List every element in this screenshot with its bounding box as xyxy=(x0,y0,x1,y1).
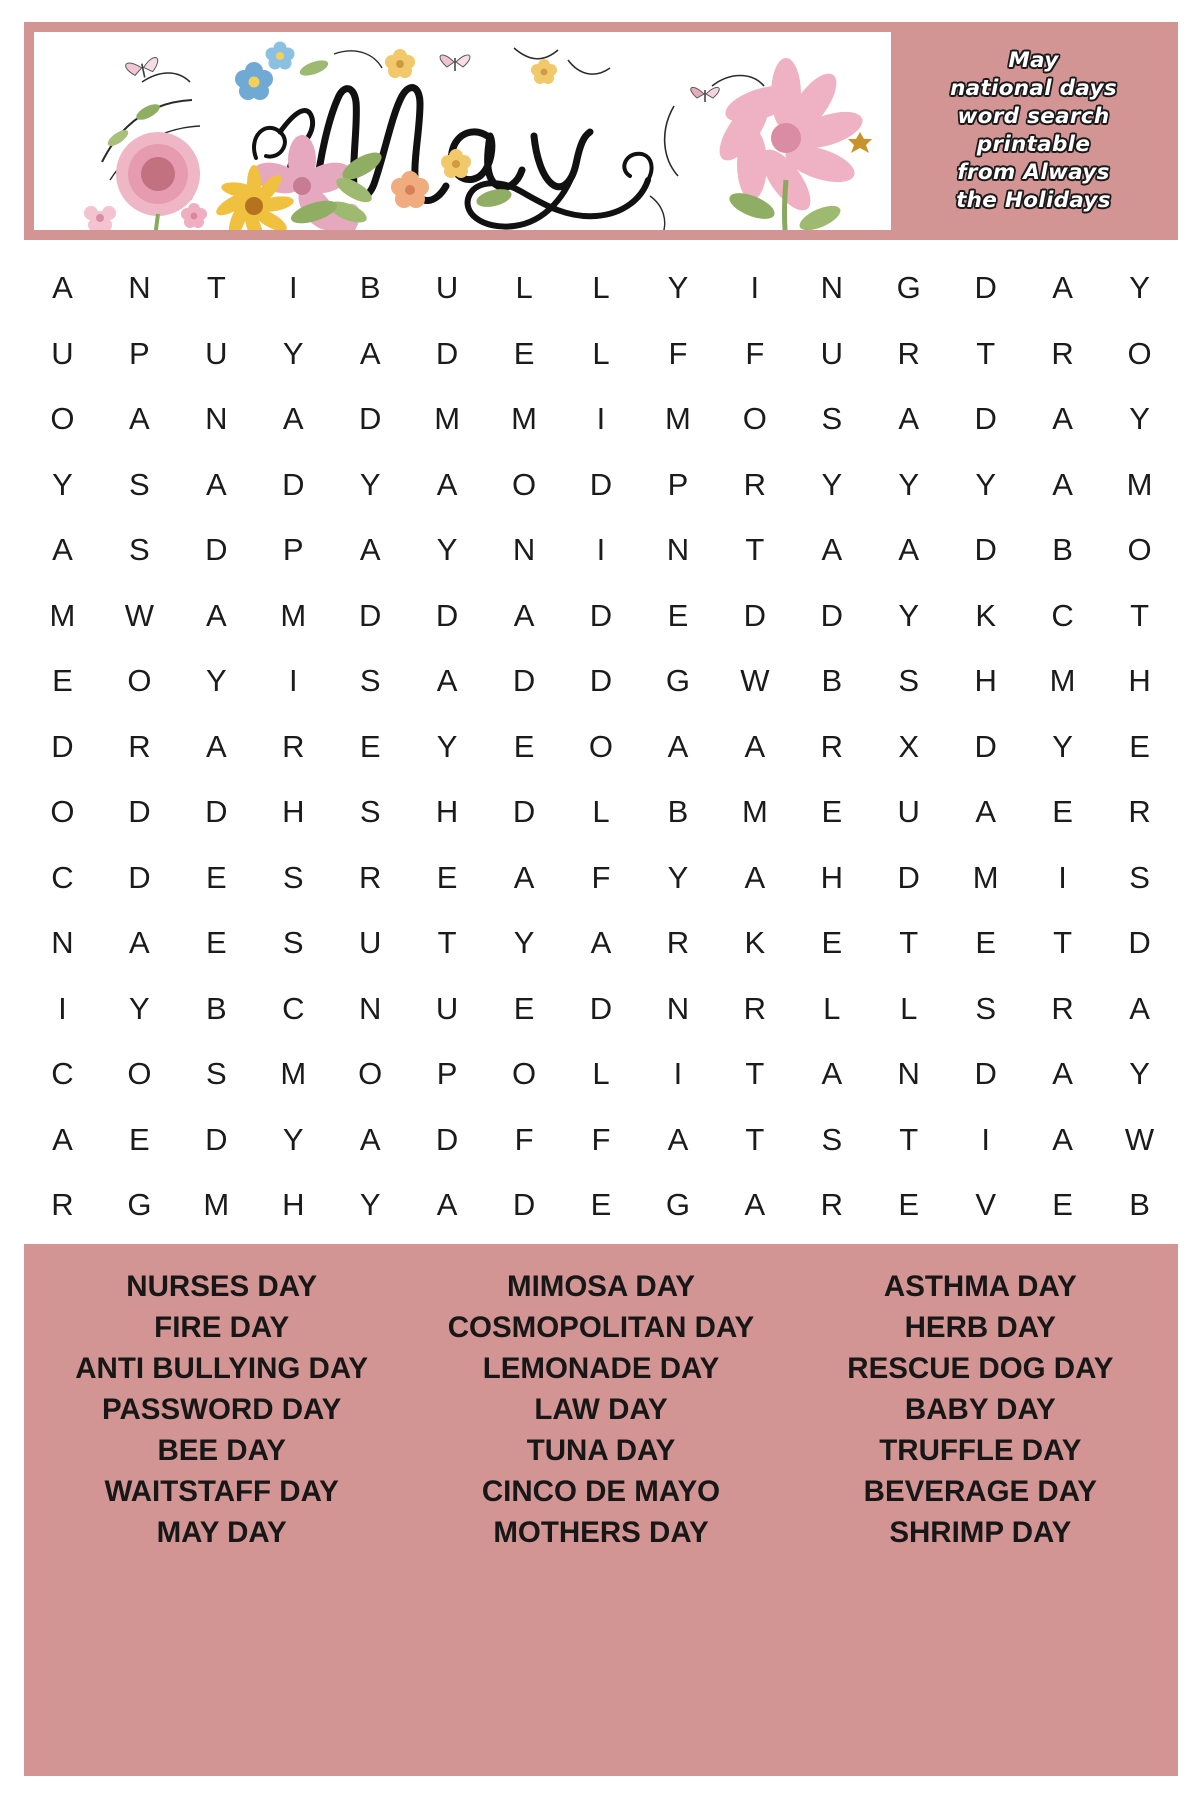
grid-cell[interactable]: L xyxy=(592,1056,610,1092)
grid-cell[interactable]: A xyxy=(1052,401,1073,437)
grid-cell[interactable]: K xyxy=(975,597,996,633)
grid-cell[interactable]: I xyxy=(981,1121,990,1157)
grid-cell[interactable]: A xyxy=(359,1121,381,1157)
grid-cell[interactable]: T xyxy=(745,1121,765,1157)
grid-cell[interactable]: R xyxy=(51,1187,74,1223)
grid-cell[interactable]: O xyxy=(512,466,537,502)
grid-cell[interactable]: F xyxy=(591,859,611,895)
grid-cell[interactable]: Y xyxy=(436,728,458,764)
grid-cell[interactable]: D xyxy=(205,1121,228,1157)
grid-cell[interactable]: Y xyxy=(1129,401,1150,437)
grid-cell[interactable]: E xyxy=(129,1121,150,1157)
word-list-column-1 xyxy=(32,1266,411,1766)
grid-cell[interactable]: E xyxy=(821,794,843,830)
grid-cell[interactable]: C xyxy=(51,1056,74,1092)
grid-cell[interactable]: A xyxy=(129,401,150,437)
grid-cell[interactable]: D xyxy=(589,990,613,1026)
grid-cell[interactable]: D xyxy=(974,270,997,306)
grid-cell[interactable]: T xyxy=(976,335,996,371)
grid-cell[interactable]: M xyxy=(203,1187,230,1223)
grid-cell[interactable]: X xyxy=(898,728,920,764)
grid-cell[interactable]: D xyxy=(128,859,151,895)
grid-cell[interactable]: C xyxy=(51,859,74,895)
grid-cell[interactable]: B xyxy=(667,794,689,830)
grid-cell[interactable]: L xyxy=(823,990,841,1026)
note-line: the Holidays xyxy=(956,187,1111,213)
word-item: NURSES DAY xyxy=(126,1270,318,1303)
grid-cell[interactable]: W xyxy=(1124,1121,1155,1157)
grid-cell[interactable]: H xyxy=(435,794,459,830)
grid-cell[interactable]: D xyxy=(589,663,613,699)
grid-cell[interactable]: R xyxy=(282,728,305,764)
grid-cell[interactable]: E xyxy=(590,1187,612,1223)
grid-cell[interactable]: F xyxy=(745,335,765,371)
grid-cell[interactable]: R xyxy=(1051,990,1074,1026)
grid-cell[interactable]: U xyxy=(897,794,920,830)
grid-cell[interactable]: D xyxy=(589,597,613,633)
floral-decoration-bottom xyxy=(154,160,414,230)
grid-cell[interactable]: A xyxy=(359,335,381,371)
grid-cell[interactable]: D xyxy=(1128,925,1151,961)
grid-cell[interactable]: E xyxy=(513,990,535,1026)
grid-cell[interactable]: N xyxy=(128,270,151,306)
note-line: from Always xyxy=(957,159,1110,185)
grid-cell[interactable]: R xyxy=(128,728,151,764)
grid-cell[interactable]: Y xyxy=(1052,728,1073,764)
grid-cell[interactable]: O xyxy=(127,1056,152,1092)
grid-cell[interactable]: D xyxy=(589,466,613,502)
word-item: MAY DAY xyxy=(156,1516,287,1549)
grid-cell[interactable]: R xyxy=(358,859,382,895)
grid-cell[interactable]: O xyxy=(512,1056,537,1092)
grid-cell[interactable]: G xyxy=(127,1187,152,1223)
grid-cell[interactable]: H xyxy=(820,859,843,895)
grid-cell[interactable]: F xyxy=(668,335,688,371)
grid-cell[interactable]: S xyxy=(821,401,843,437)
grid-cell[interactable]: W xyxy=(124,597,155,633)
grid-cell[interactable]: D xyxy=(512,794,536,830)
grid-cell[interactable]: T xyxy=(206,270,226,306)
grid-cell[interactable]: A xyxy=(744,859,766,895)
grid-cell[interactable]: A xyxy=(1129,990,1150,1026)
grid-cell[interactable]: B xyxy=(1129,1187,1150,1223)
word-item: BEVERAGE DAY xyxy=(863,1475,1097,1508)
grid-cell[interactable]: D xyxy=(435,597,459,633)
grid-cell[interactable]: U xyxy=(205,335,228,371)
grid-cell[interactable]: S xyxy=(359,794,381,830)
grid-cell[interactable]: D xyxy=(512,1187,536,1223)
word-list-column-3 xyxy=(791,1266,1170,1766)
grid-cell[interactable]: L xyxy=(515,270,533,306)
grid-cell[interactable]: D xyxy=(358,401,382,437)
word-item: PASSWORD DAY xyxy=(102,1393,342,1426)
grid-cell[interactable]: M xyxy=(1126,466,1153,502)
grid-cell[interactable]: L xyxy=(592,270,610,306)
grid-cell[interactable]: U xyxy=(435,990,459,1026)
grid-cell[interactable]: A xyxy=(744,1187,766,1223)
grid-cell[interactable]: P xyxy=(436,1056,458,1092)
grid-cell[interactable]: S xyxy=(898,663,920,699)
grid-cell[interactable]: E xyxy=(667,597,689,633)
word-list-column-2 xyxy=(411,1266,790,1766)
grid-cell[interactable]: Y xyxy=(1129,1056,1150,1092)
grid-cell[interactable]: L xyxy=(592,335,610,371)
grid-cell[interactable]: H xyxy=(1128,663,1151,699)
grid-cell[interactable]: U xyxy=(820,335,843,371)
grid-cell[interactable]: O xyxy=(742,401,767,437)
grid-cell[interactable]: D xyxy=(282,466,305,502)
grid-cell[interactable]: O xyxy=(50,794,75,830)
grid-cell[interactable]: A xyxy=(975,794,996,830)
grid-cell[interactable]: S xyxy=(282,859,304,895)
grid-cell[interactable]: T xyxy=(899,1121,919,1157)
grid-cell[interactable]: O xyxy=(1127,335,1152,371)
grid-cell[interactable]: O xyxy=(50,401,75,437)
grid-cell[interactable]: N xyxy=(358,990,382,1026)
grid-cell[interactable]: R xyxy=(743,990,767,1026)
grid-cell[interactable]: D xyxy=(974,1056,997,1092)
grid-cell[interactable]: C xyxy=(282,990,305,1026)
grid-cell[interactable]: M xyxy=(511,401,537,437)
grid-cell[interactable]: S xyxy=(129,466,150,502)
grid-cell[interactable]: S xyxy=(129,532,150,568)
grid-cell[interactable]: I xyxy=(288,270,298,306)
grid-cell[interactable]: D xyxy=(820,597,843,633)
grid-cell[interactable]: D xyxy=(435,335,459,371)
grid-cell[interactable]: Y xyxy=(282,335,304,371)
grid-cell[interactable]: Y xyxy=(282,1121,304,1157)
grid-cell[interactable]: A xyxy=(898,401,920,437)
grid-cell[interactable]: D xyxy=(512,663,536,699)
note-line: printable xyxy=(976,132,1091,157)
grid-cell[interactable]: D xyxy=(128,794,151,830)
grid-cell[interactable]: S xyxy=(975,990,996,1026)
grid-cell[interactable]: E xyxy=(975,925,996,961)
grid-cell[interactable]: S xyxy=(359,663,381,699)
header-note xyxy=(891,22,1178,240)
grid-cell[interactable]: T xyxy=(1053,925,1073,961)
floral-decoration-right xyxy=(634,46,884,230)
grid-cell[interactable]: T xyxy=(745,1056,765,1092)
grid-cell[interactable]: N xyxy=(897,1056,920,1092)
grid-cell[interactable]: U xyxy=(358,925,382,961)
grid-cell[interactable]: Y xyxy=(1129,270,1150,306)
word-item: TUNA DAY xyxy=(526,1434,676,1467)
grid-cell[interactable]: Y xyxy=(129,990,150,1026)
grid-cell[interactable]: Y xyxy=(436,532,458,568)
grid-cell[interactable]: D xyxy=(358,597,382,633)
grid-cell[interactable]: E xyxy=(821,925,843,961)
grid-cell[interactable]: A xyxy=(821,1056,843,1092)
grid-cell[interactable]: M xyxy=(49,597,76,633)
grid-cell[interactable]: W xyxy=(740,663,770,699)
grid-cell[interactable]: M xyxy=(434,401,461,437)
grid-cell[interactable]: M xyxy=(972,859,999,895)
grid-cell[interactable]: A xyxy=(1052,1121,1073,1157)
grid-cell[interactable]: S xyxy=(205,1056,227,1092)
grid-cell[interactable]: Y xyxy=(359,466,381,502)
grid-cell[interactable]: I xyxy=(596,401,606,437)
grid-cell[interactable]: M xyxy=(741,794,768,830)
grid-cell[interactable]: R xyxy=(897,335,920,371)
grid-cell[interactable]: S xyxy=(1129,859,1150,895)
grid-cell[interactable]: T xyxy=(745,532,765,568)
grid-cell[interactable]: Y xyxy=(667,859,689,895)
grid-cell[interactable]: N xyxy=(666,990,690,1026)
grid-cell[interactable]: A xyxy=(205,466,227,502)
grid-cell[interactable]: Y xyxy=(667,270,689,306)
grid-cell[interactable]: D xyxy=(743,597,767,633)
grid-cell[interactable]: P xyxy=(667,466,689,502)
grid-cell[interactable]: A xyxy=(667,1121,689,1157)
header-band xyxy=(24,22,1178,240)
word-item: BABY DAY xyxy=(904,1393,1056,1426)
grid-cell[interactable]: I xyxy=(58,990,67,1026)
grid-cell[interactable]: D xyxy=(205,532,228,568)
grid-cell[interactable]: B xyxy=(821,663,843,699)
grid-cell[interactable]: A xyxy=(52,270,73,306)
grid-cell[interactable]: H xyxy=(282,794,305,830)
grid-cell[interactable]: C xyxy=(1051,597,1074,633)
grid-cell[interactable]: R xyxy=(820,1187,843,1223)
grid-cell[interactable]: A xyxy=(436,466,458,502)
grid-cell[interactable]: A xyxy=(359,532,381,568)
grid-cell[interactable]: A xyxy=(52,1121,73,1157)
grid-cell[interactable]: E xyxy=(205,925,227,961)
grid-cell[interactable]: D xyxy=(205,794,228,830)
grid-cell[interactable]: A xyxy=(436,1187,458,1223)
grid-cell[interactable]: I xyxy=(288,663,298,699)
word-item: WAITSTAFF DAY xyxy=(104,1475,339,1508)
grid-cell[interactable]: A xyxy=(1052,1056,1073,1092)
grid-cell[interactable]: O xyxy=(358,1056,383,1092)
grid-cell[interactable]: A xyxy=(821,532,843,568)
grid-cell[interactable]: E xyxy=(513,728,535,764)
grid-cell[interactable]: D xyxy=(974,728,997,764)
word-item: SHRIMP DAY xyxy=(889,1516,1072,1549)
grid-cell[interactable]: G xyxy=(665,1187,690,1223)
note-line: word search xyxy=(957,104,1110,130)
grid-cell[interactable]: D xyxy=(435,1121,459,1157)
grid-cell[interactable]: K xyxy=(744,925,766,961)
word-item: MIMOSA DAY xyxy=(507,1270,695,1303)
header-artwork xyxy=(34,32,891,230)
grid-cell[interactable]: E xyxy=(436,859,458,895)
grid-cell[interactable]: A xyxy=(667,728,689,764)
grid-cell[interactable]: B xyxy=(359,270,381,306)
grid-cell[interactable]: A xyxy=(129,925,150,961)
grid-cell[interactable]: T xyxy=(899,925,919,961)
word-item: FIRE DAY xyxy=(154,1311,290,1344)
word-item: RESCUE DOG DAY xyxy=(847,1352,1114,1385)
grid-cell[interactable]: T xyxy=(1130,597,1149,633)
word-item: BEE DAY xyxy=(157,1434,286,1467)
word-item: TRUFFLE DAY xyxy=(879,1434,1082,1467)
grid-cell[interactable]: R xyxy=(743,466,767,502)
grid-cell[interactable]: I xyxy=(750,270,760,306)
word-item: COSMOPOLITAN DAY xyxy=(447,1311,755,1344)
word-list xyxy=(24,1244,1178,1776)
grid-cell[interactable]: I xyxy=(673,1056,683,1092)
grid-cell[interactable]: E xyxy=(52,663,73,699)
grid-cell[interactable]: E xyxy=(1052,1187,1073,1223)
word-item: CINCO DE MAYO xyxy=(481,1475,721,1508)
word-item: HERB DAY xyxy=(904,1311,1056,1344)
word-item: MOTHERS DAY xyxy=(493,1516,709,1549)
grid-cell[interactable]: Y xyxy=(359,1187,381,1223)
word-item: ASTHMA DAY xyxy=(883,1270,1077,1303)
grid-cell[interactable]: F xyxy=(591,1121,611,1157)
grid-cell[interactable]: M xyxy=(280,597,307,633)
grid-cell[interactable]: A xyxy=(898,532,920,568)
letter-grid[interactable] xyxy=(24,255,1178,1238)
grid-cell[interactable]: R xyxy=(666,925,690,961)
grid-cell[interactable]: A xyxy=(282,401,304,437)
grid-cell[interactable]: Y xyxy=(205,663,227,699)
grid-cell[interactable]: D xyxy=(974,532,997,568)
grid-cell[interactable]: U xyxy=(435,270,459,306)
grid-cell[interactable]: H xyxy=(974,663,997,699)
grid-cell[interactable]: P xyxy=(129,335,150,371)
grid-cell[interactable]: A xyxy=(744,728,766,764)
grid-cell[interactable]: E xyxy=(1052,794,1073,830)
grid-cell[interactable]: Y xyxy=(975,466,996,502)
grid-cell[interactable]: O xyxy=(588,728,614,764)
grid-cell[interactable]: I xyxy=(596,532,606,568)
grid-cell[interactable]: E xyxy=(513,335,535,371)
grid-cell[interactable]: P xyxy=(282,532,304,568)
grid-cell[interactable]: N xyxy=(51,925,74,961)
grid-cell[interactable]: A xyxy=(513,597,535,633)
grid-cell[interactable]: Y xyxy=(898,597,920,633)
note-line: May xyxy=(1008,48,1059,74)
grid-cell[interactable]: M xyxy=(665,401,691,437)
grid-cell[interactable]: A xyxy=(205,597,227,633)
grid-cell[interactable]: S xyxy=(282,925,304,961)
word-item: LEMONADE DAY xyxy=(482,1352,720,1385)
grid-cell[interactable]: O xyxy=(1127,532,1152,568)
grid-cell[interactable]: N xyxy=(512,532,536,568)
grid-cell[interactable]: N xyxy=(666,532,690,568)
grid-cell[interactable]: A xyxy=(1052,466,1073,502)
grid-cell[interactable]: V xyxy=(975,1187,996,1223)
word-item: ANTI BULLYING DAY xyxy=(75,1352,369,1385)
grid-cell[interactable]: Y xyxy=(52,466,73,502)
grid-cell[interactable]: B xyxy=(205,990,227,1026)
grid-cell[interactable]: U xyxy=(51,335,74,371)
grid-cell[interactable]: F xyxy=(514,1121,534,1157)
grid-cell[interactable]: R xyxy=(820,728,843,764)
grid-cell[interactable]: A xyxy=(52,532,73,568)
grid-cell[interactable]: Y xyxy=(513,925,535,961)
grid-cell[interactable]: T xyxy=(437,925,457,961)
grid-cell[interactable]: D xyxy=(51,728,74,764)
grid-cell[interactable]: S xyxy=(821,1121,843,1157)
grid-cell[interactable]: M xyxy=(280,1056,307,1092)
grid-cell[interactable]: E xyxy=(1129,728,1150,764)
grid-cell[interactable]: D xyxy=(897,859,920,895)
grid-cell[interactable]: A xyxy=(513,859,535,895)
grid-cell[interactable]: O xyxy=(127,663,152,699)
grid-cell[interactable]: A xyxy=(436,663,458,699)
grid-cell[interactable]: G xyxy=(896,270,921,306)
grid-cell[interactable]: M xyxy=(1049,663,1076,699)
grid-cell[interactable]: D xyxy=(974,401,997,437)
grid-cell[interactable]: A xyxy=(590,925,612,961)
grid-cell[interactable]: E xyxy=(359,728,381,764)
grid-cell[interactable]: L xyxy=(900,990,918,1026)
word-item: LAW DAY xyxy=(534,1393,668,1426)
grid-cell[interactable]: Y xyxy=(821,466,843,502)
grid-cell[interactable]: N xyxy=(205,401,228,437)
grid-cell[interactable]: G xyxy=(665,663,690,699)
grid-cell[interactable]: Y xyxy=(898,466,920,502)
grid-cell[interactable]: A xyxy=(205,728,227,764)
note-line: national days xyxy=(950,76,1117,102)
grid-cell[interactable]: R xyxy=(1051,335,1074,371)
grid-cell[interactable]: N xyxy=(820,270,843,306)
grid-cell[interactable]: B xyxy=(1052,532,1073,568)
grid-cell[interactable]: A xyxy=(1052,270,1073,306)
grid-cell[interactable]: E xyxy=(205,859,227,895)
grid-cell[interactable]: I xyxy=(1058,859,1067,895)
grid-cell[interactable]: H xyxy=(282,1187,305,1223)
grid-cell[interactable]: E xyxy=(898,1187,920,1223)
grid-cell[interactable]: L xyxy=(592,794,610,830)
grid-cell[interactable]: R xyxy=(1128,794,1151,830)
